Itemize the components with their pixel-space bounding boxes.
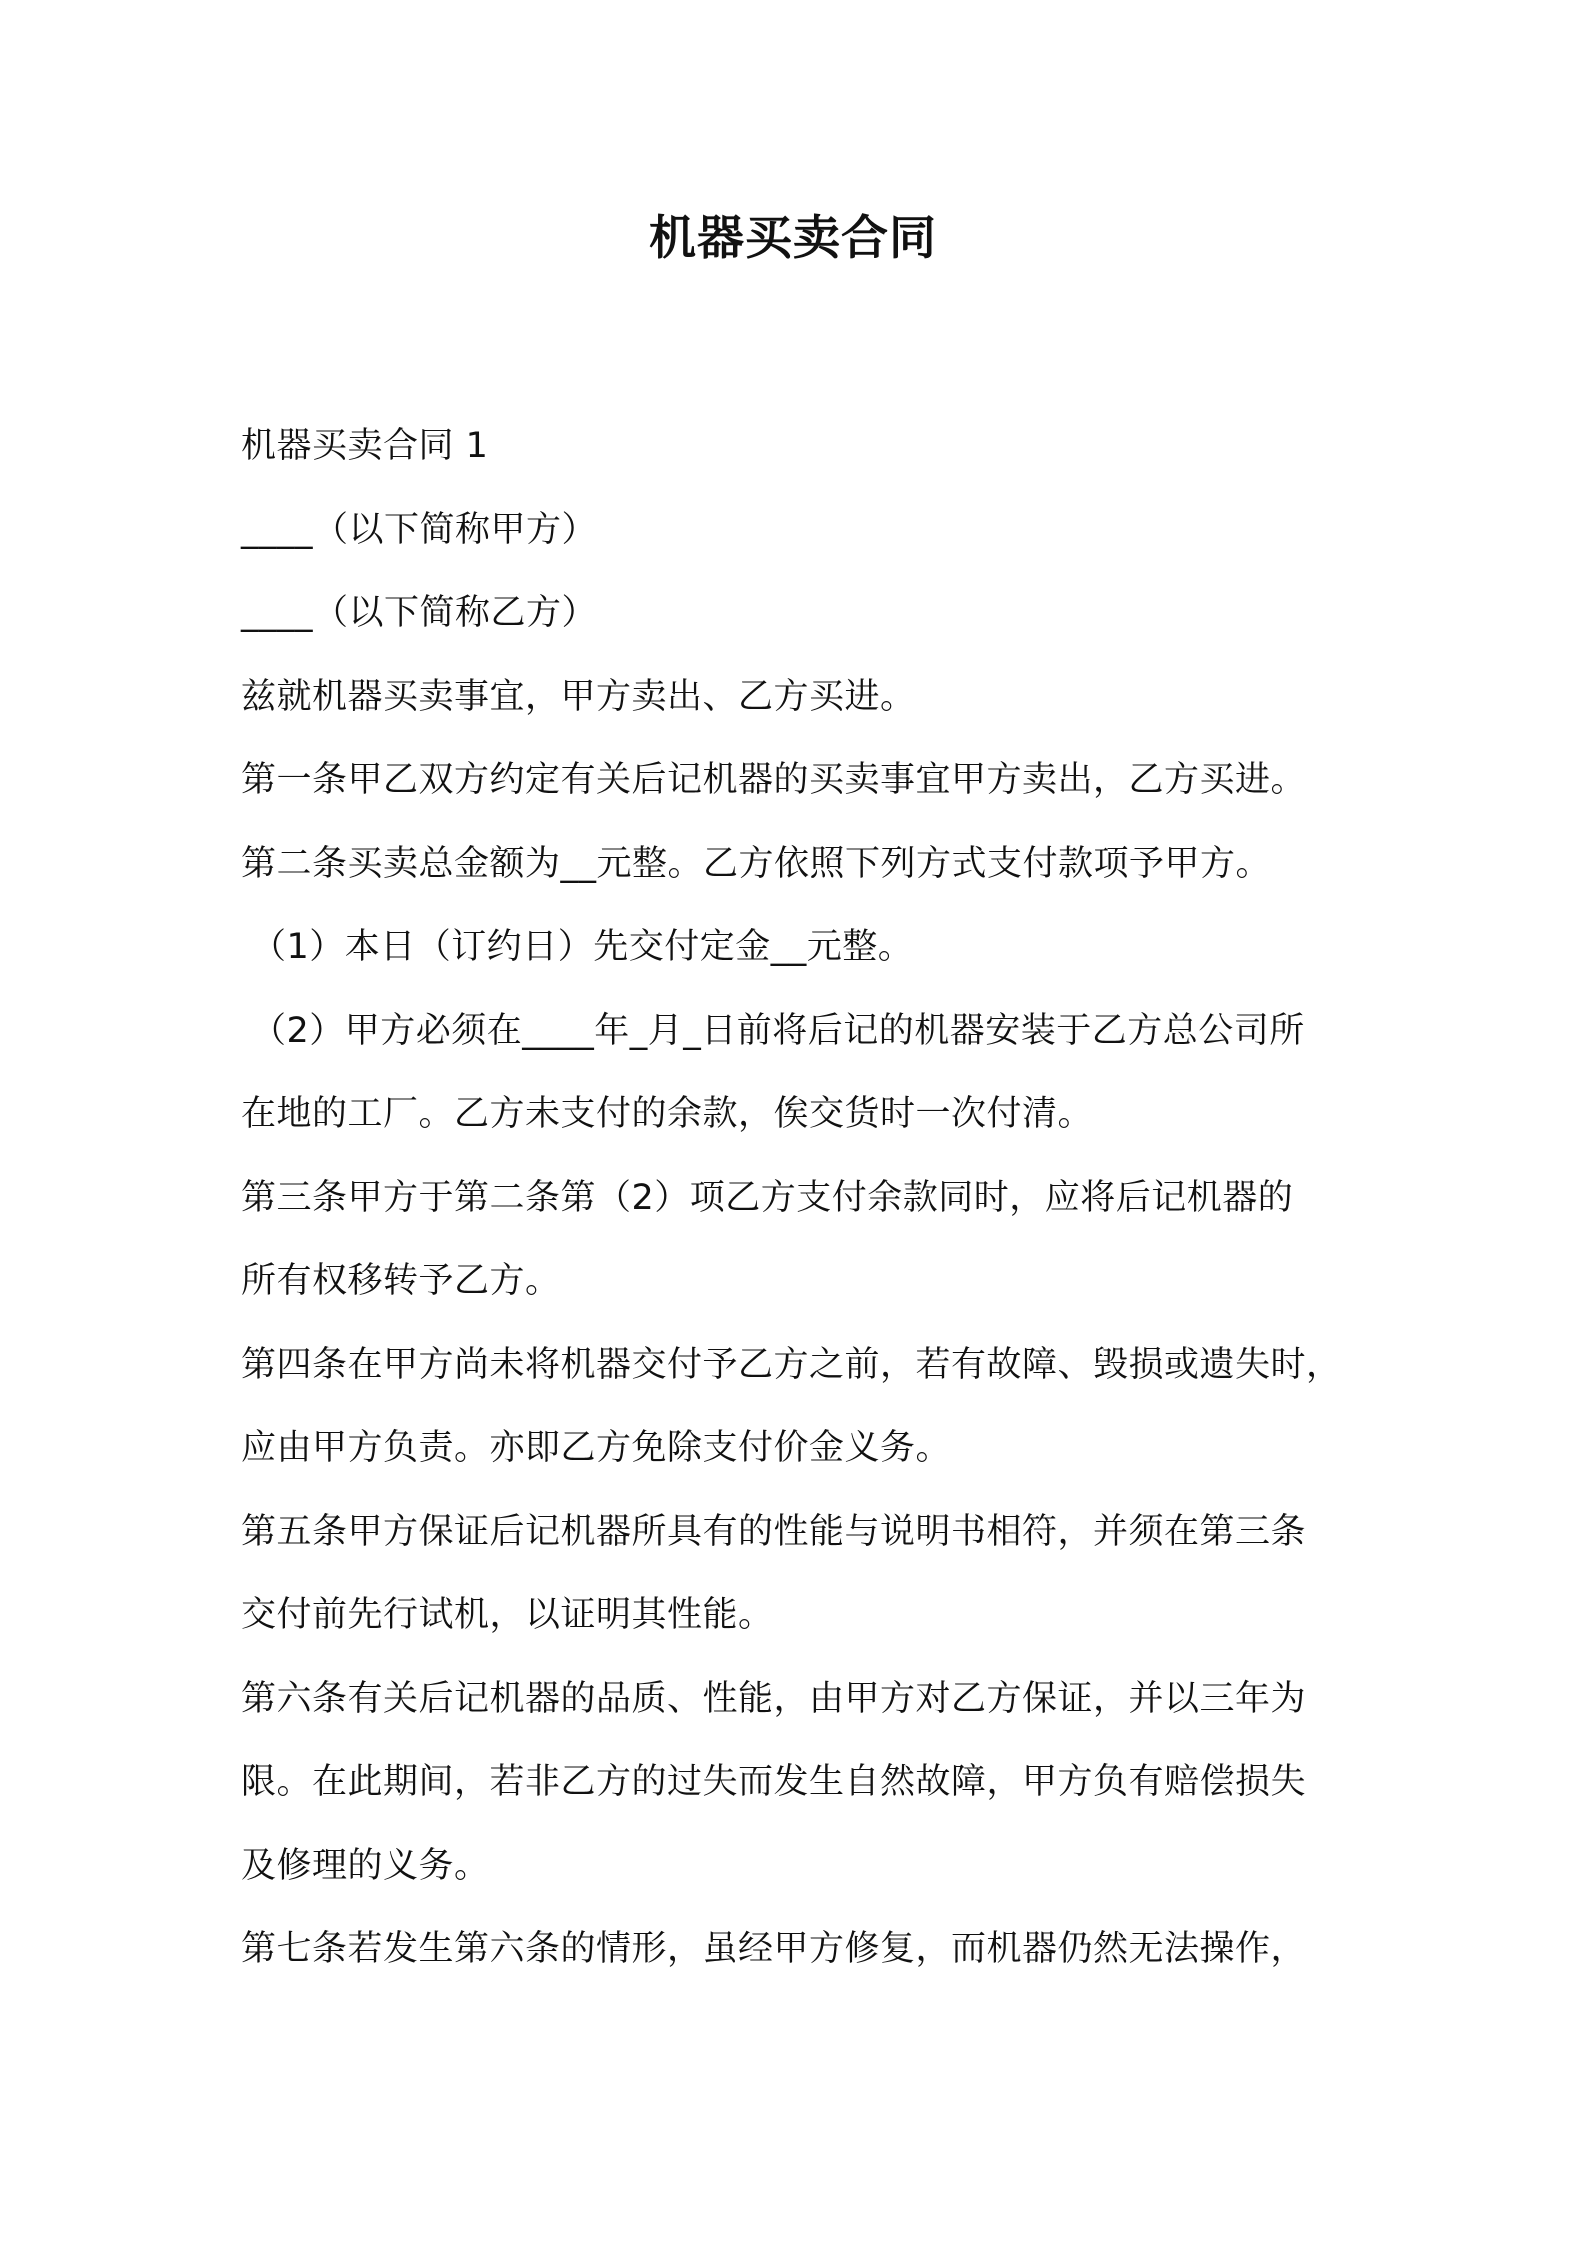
clause-5-continuation: 交付前先行试机，以证明其性能。 xyxy=(241,1595,774,1635)
party-a-line: ____（以下简称甲方） xyxy=(241,509,598,550)
clause-2-item-2-continuation: 在地的工厂。乙方未支付的余款，俟交货时一次付清。 xyxy=(241,1094,1094,1134)
section-heading: 机器买卖合同 1 xyxy=(241,426,489,466)
document-body xyxy=(241,405,1361,1992)
clause-3-line: 第三条甲方于第二条第（2）项乙方支付余款同时，应将后记机器的 xyxy=(241,1177,1294,1218)
clause-5-line: 第五条甲方保证后记机器所具有的性能与说明书相符，并须在第三条 xyxy=(241,1511,1307,1552)
clause-6-continuation-2: 及修理的义务。 xyxy=(241,1845,490,1886)
clause-4-continuation: 应由甲方负责。亦即乙方免除支付价金义务。 xyxy=(241,1428,952,1468)
clause-6-line: 第六条有关后记机器的品质、性能，由甲方对乙方保证，并以三年为 xyxy=(241,1678,1307,1719)
clause-4-line: 第四条在甲方尚未将机器交付予乙方之前，若有故障、毁损或遗失时， xyxy=(241,1344,1342,1385)
clause-2-item-1-line: （1）本日（订约日）先交付定金__元整。 xyxy=(251,927,914,967)
clause-2-item-2-line: （2）甲方必须在____年_月_日前将后记的机器安装于乙方总公司所 xyxy=(251,1010,1305,1051)
clause-1-line: 第一条甲乙双方约定有关后记机器的买卖事宜甲方卖出，乙方买进。 xyxy=(241,760,1307,800)
clause-7-line: 第七条若发生第六条的情形，虽经甲方修复，而机器仍然无法操作， xyxy=(241,1929,1307,1969)
preamble-line: 兹就机器买卖事宜，甲方卖出、乙方买进。 xyxy=(241,676,916,717)
clause-6-continuation-1: 限。在此期间，若非乙方的过失而发生自然故障，甲方负有赔偿损失 xyxy=(241,1762,1307,1802)
party-b-line: ____（以下简称乙方） xyxy=(241,593,598,633)
clause-2-line: 第二条买卖总金额为__元整。乙方依照下列方式支付款项予甲方。 xyxy=(241,843,1272,884)
clause-3-continuation: 所有权移转予乙方。 xyxy=(241,1261,561,1301)
document-title: 机器买卖合同 xyxy=(649,211,937,266)
